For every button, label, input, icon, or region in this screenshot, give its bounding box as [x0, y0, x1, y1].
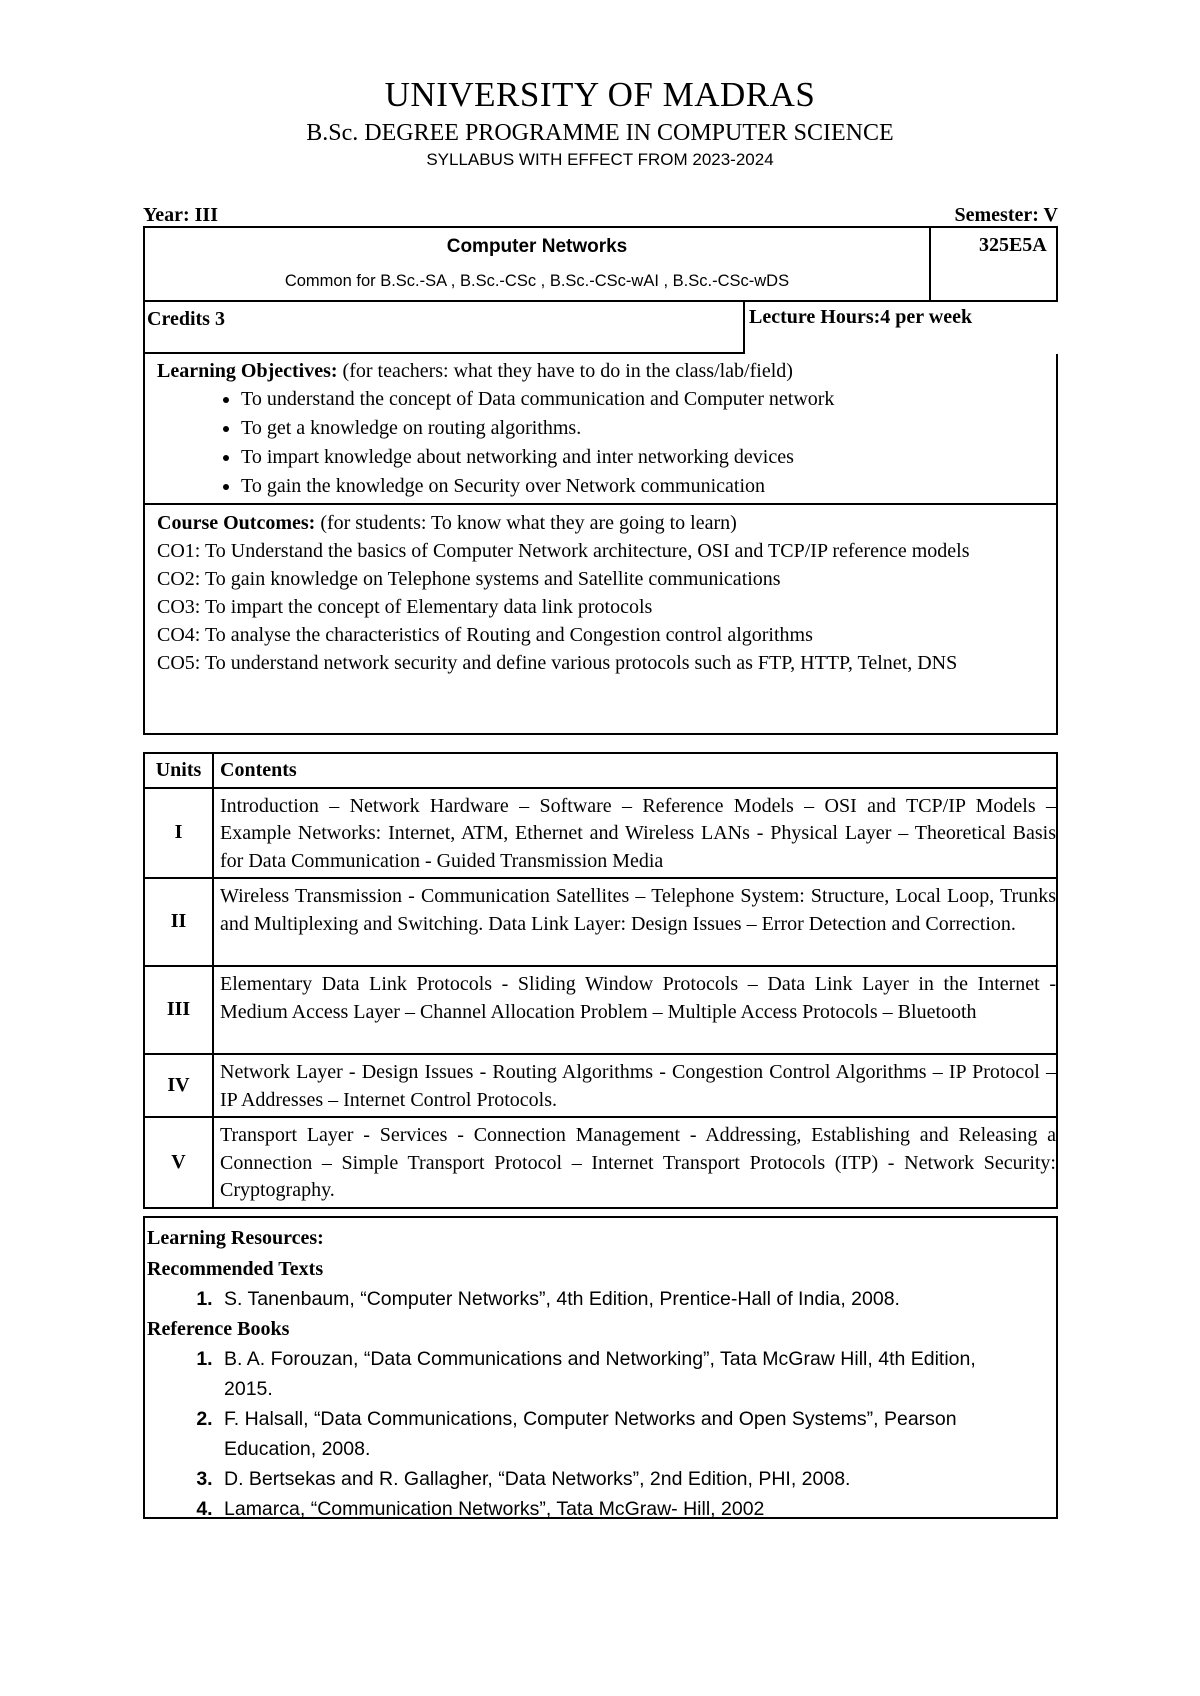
recommended-text-item [218, 1284, 1056, 1314]
objectives-label: Learning Objectives: [157, 360, 338, 382]
course-outcomes-cell [144, 504, 1057, 734]
objectives-list [157, 385, 1056, 501]
year-semester-row [143, 204, 1058, 227]
course-code: 325E5A [930, 227, 1057, 301]
semester-label: Semester: V [954, 204, 1058, 226]
syllabus-effective-line: SYLLABUS WITH EFFECT FROM 2023-2024 [426, 150, 774, 169]
unit-content: Network Layer - Design Issues - Routing Algorithms - Congestion Control Algorithms – IP Protocol – IP Addresses – Internet Control Protocols. [213, 1054, 1057, 1117]
unit-content: Wireless Transmission - Communication Satellites – Telephone System: Structure, Local Loop, Trunks and Multiplexing and Switching. Data Link Layer: Design Issues – Error Detection and Correction. [213, 878, 1057, 966]
recommended-text: S. Tanenbaum, “Computer Networks”, 4th Edition, Prentice-Hall of India, 2008. [224, 1288, 900, 1310]
reference-books-list [145, 1344, 978, 1524]
unit-content: Elementary Data Link Protocols - Sliding Window Protocols – Data Link Layer in the Internet - Medium Access Layer – Channel Allocation Problem – Multiple Access Protocols – Bluetooth [213, 966, 1057, 1054]
unit-content: Transport Layer - Services - Connection Management - Addressing, Establishing and Releasing a Connection – Simple Transport Protocol – Internet Transport Protocols (ITP) - Network Security: Cryptography. [213, 1117, 1057, 1208]
contents-column-header: Contents [213, 753, 1057, 788]
reference-text: B. A. Forouzan, “Data Communications and Networking”, Tata McGraw Hill, 4th Edition, 2015. [224, 1348, 976, 1400]
course-title: Computer Networks [446, 236, 628, 257]
learning-objectives-cell [144, 353, 1057, 504]
learning-resources-box [143, 1216, 1058, 1519]
unit-number: IV [144, 1054, 213, 1117]
outcome-item: CO2: To gain knowledge on Telephone systems and Satellite communications [157, 568, 781, 590]
credits-cell: Credits 3 [144, 301, 930, 353]
recommended-texts-label: Recommended Texts [147, 1258, 324, 1280]
year-label: Year: III [143, 204, 218, 226]
reference-book-item [218, 1494, 978, 1524]
unit-content: Introduction – Network Hardware – Software – Reference Models – OSI and TCP/IP Models – Example Networks: Internet, ATM, Ethernet and Wireless LANs - Physical Layer – Theoretical Basis for Data Communication - Guided Transmission Media [213, 788, 1057, 879]
objective-item: • To impart knowledge about networking and inter networking devices [241, 443, 1056, 472]
reference-text: D. Bertsekas and R. Gallagher, “Data Networks”, 2nd Edition, PHI, 2008. [224, 1468, 851, 1490]
course-common-for: Common for B.Sc.-SA , B.Sc.-CSc , B.Sc.-CSc-wAI , B.Sc.-CSc-wDS [284, 272, 790, 290]
units-column-header: Units [144, 753, 213, 788]
outcome-item: CO4: To analyse the characteristics of Routing and Congestion control algorithms [157, 624, 813, 646]
objective-item: • To get a knowledge on routing algorithms. [241, 414, 1056, 443]
university-title: UNIVERSITY OF MADRAS [384, 75, 816, 114]
outcome-item: CO3: To impart the concept of Elementary data link protocols [157, 596, 653, 618]
recommended-texts-list [145, 1284, 1056, 1314]
lecture-hours-cell: Lecture Hours:4 per week [743, 302, 1058, 354]
programme-title: B.Sc. DEGREE PROGRAMME IN COMPUTER SCIENCE [306, 120, 894, 146]
unit-number: II [144, 878, 213, 966]
outcome-item: CO5: To understand network security and define various protocols such as FTP, HTTP, Telnet, DNS [157, 652, 958, 674]
reference-text: F. Halsall, “Data Communications, Computer Networks and Open Systems”, Pearson Education, 2008. [224, 1408, 957, 1460]
objective-item: • To gain the knowledge on Security over Network communication [241, 472, 1056, 501]
resources-label: Learning Resources: [147, 1227, 324, 1249]
course-title-cell [144, 227, 930, 301]
unit-number: III [144, 966, 213, 1054]
unit-number: V [144, 1117, 213, 1208]
outcomes-note: (for students: To know what they are going to learn) [315, 512, 737, 534]
units-table [143, 752, 1058, 1209]
reference-book-item [218, 1464, 978, 1494]
objectives-note: (for teachers: what they have to do in the class/lab/field) [337, 360, 793, 382]
objective-item: • To understand the concept of Data communication and Computer network [241, 385, 1056, 414]
outcome-item: CO1: To Understand the basics of Computer Network architecture, OSI and TCP/IP reference models [157, 540, 970, 562]
outcomes-label: Course Outcomes: [157, 512, 316, 534]
reference-book-item [218, 1404, 978, 1464]
reference-books-label: Reference Books [147, 1318, 290, 1340]
reference-book-item [218, 1344, 978, 1404]
reference-text: Lamarca, “Communication Networks”, Tata McGraw- Hill, 2002 [224, 1498, 765, 1520]
unit-number: I [144, 788, 213, 879]
